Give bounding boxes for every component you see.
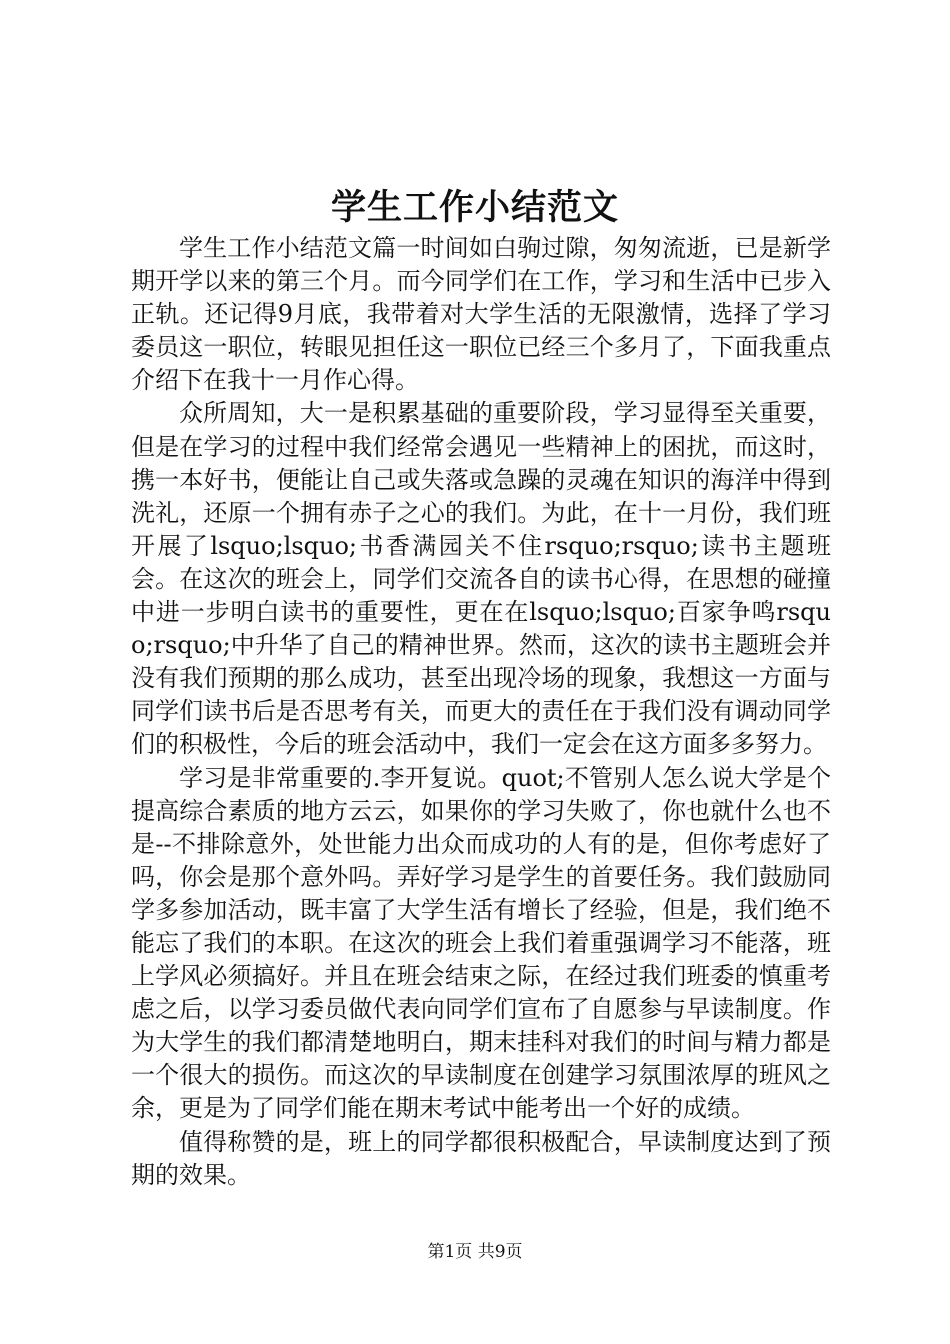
- page-number: 第1页: [427, 1242, 473, 1262]
- paragraph-4: 值得称赞的是，班上的同学都很积极配合，早读制度达到了预期的效果。: [131, 1127, 831, 1189]
- document-title: 学生工作小结范文: [330, 187, 619, 228]
- page-footer: [0, 1241, 950, 1263]
- document-body: [131, 232, 831, 1192]
- paragraph-2: 众所周知，大一是积累基础的重要阶段，学习显得至关重要，但是在学习的过程中我们经常会遇见一些精神上的困扰，而这时，携一本好书，便能让自己或失落或急躁的灵魂在知识的海洋中得到洗礼，还原一个拥有赤子之心的我们。为此，在十一月份，我们班开展了lsquo;lsquo;书香满园关不住rsquo;rsquo;读书主题班会。在这次的班会上，同学们交流各自的读书心得，在思想的碰撞中进一步明白读书的重要性，更在在lsquo;lsquo;百家争鸣rsquo;rsquo;中升华了自己的精神世界。然而，这次的读书主题班会并没有我们预期的那么成功，甚至出现冷场的现象，我想这一方面与同学们读书后是否思考有关，而更大的责任在于我们没有调动同学们的积极性，今后的班会活动中，我们一定会在这方面多多努力。: [131, 399, 831, 759]
- paragraph-1: 学生工作小结范文篇一时间如白驹过隙，匆匆流逝，已是新学期开学以来的第三个月。而今同学们在工作，学习和生活中已步入正轨。还记得9月底，我带着对大学生活的无限激情，选择了学习委员这一职位，转眼见担任这一职位已经三个多月了，下面我重点介绍下在我十一月作心得。: [131, 234, 831, 395]
- page-total: 共9页: [477, 1242, 523, 1262]
- paragraph-3: 学习是非常重要的.李开复说。quot;不管别人怎么说大学是个提高综合素质的地方云云，如果你的学习失败了，你也就什么也不是--不排除意外，处世能力出众而成功的人有的是，但你考虑好了吗，你会是那个意外吗。弄好学习是学生的首要任务。我们鼓励同学多参加活动，既丰富了大学生活有增长了经验，但是，我们绝不能忘了我们的本职。在这次的班会上我们着重强调学习不能落，班上学风必须搞好。并且在班会结束之际，在经过我们班委的慎重考虑之后，以学习委员做代表向同学们宣布了自愿参与早读制度。作为大学生的我们都清楚地明白，期末挂科对我们的时间与精力都是一个很大的损伤。而这次的早读制度在创建学习氛围浓厚的班风之余，更是为了同学们能在期末考试中能考出一个好的成绩。: [131, 763, 831, 1123]
